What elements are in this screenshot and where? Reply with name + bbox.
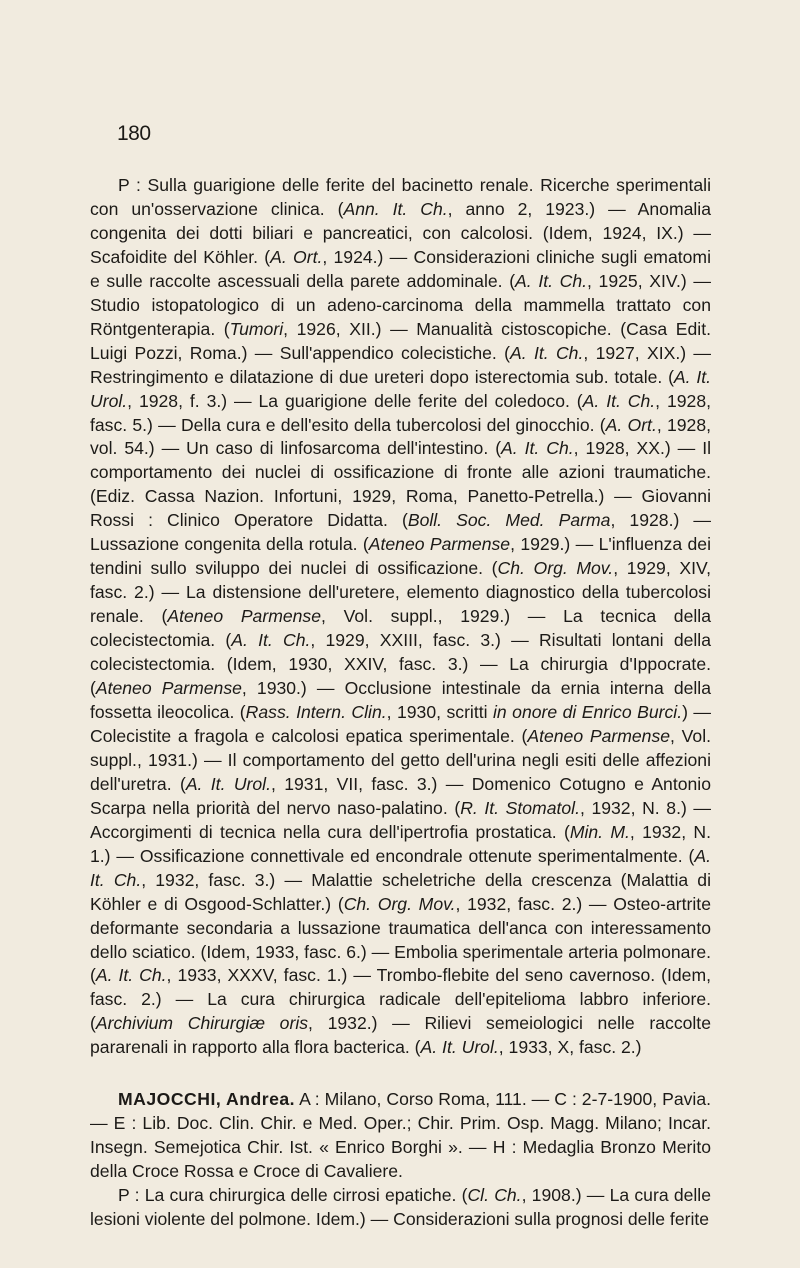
text-run: , anno 2, 1923.) — Anomalia congenita dei dotti biliari e pancreatici, con calcolosi. (Idem, 1924, IX.) — Scafoidite del Köhler. ( xyxy=(90,198,711,267)
journal-title: Min. M. xyxy=(569,821,630,842)
journal-title: Tumori xyxy=(229,318,284,339)
text-run: , Vol. suppl., 1929.) — La tecnica della colecistectomia. ( xyxy=(90,606,711,651)
text-run: , Vol. suppl., 1931.) — Il comportamento del getto dell'urina negli esiti delle affezioni dell'uretra. ( xyxy=(90,725,711,794)
text-run: , 1932, N. 1.) — Ossificazione connettivale ed encondrale ottenute sperimentalmente. ( xyxy=(90,821,711,866)
author-name: MAJOCCHI, Andrea. xyxy=(118,1089,296,1110)
text-run: , 1932, fasc. 2.) — Osteo-artrite deformante secondaria a lussazione traumatica dell'anca con interessamento dello sciatico. (Idem, 1933, fasc. 6.) — Embolia sperimentale arteria polmonare. ( xyxy=(90,893,711,986)
journal-title: Ch. Org. Mov. xyxy=(497,558,614,579)
journal-title: Cl. Ch. xyxy=(467,1185,522,1206)
text-run: , 1930, scritti xyxy=(386,701,493,722)
journal-title: R. It. Stomatol. xyxy=(460,797,580,818)
journal-title: Archivium Chirurgiæ oris xyxy=(95,1013,309,1034)
journal-title: A. It. Ch. xyxy=(501,438,574,459)
journal-title: A. It. Urol. xyxy=(90,366,711,411)
text-run: A : Milano, Corso Roma, 111. — C : 2-7-1900, Pavia. — E : Lib. Doc. Clin. Chir. e Med. Oper.; Chir. Prim. Osp. Magg. Milano; Incar. Insegn. Semejotica Chir. Ist. « Enrico Borghi ». — H : Medaglia Bronzo Merito della Croce Rossa e Croce di Cavaliere. xyxy=(90,1089,711,1182)
text-run: , 1927, XIX.) — Restringimento e dilatazione di due ureteri dopo isterectomia sub. totale. ( xyxy=(90,342,711,387)
journal-title: A. It. Urol. xyxy=(420,1037,499,1058)
text-run: ) — Colecistite a fragola e calcolosi epatica sperimentale. ( xyxy=(90,701,711,746)
text-run: , 1933, X, fasc. 2.) xyxy=(498,1037,642,1058)
text-run: , 1932.) — Rilievi semeiologici nelle raccolte pararenali in rapporto alla flora bacterica. ( xyxy=(90,1013,711,1058)
journal-title: A. It. Ch. xyxy=(231,630,311,651)
text-run: , 1928, f. 3.) — La guarigione delle ferite del coledoco. ( xyxy=(127,390,583,411)
journal-title: A. It. Ch. xyxy=(90,845,711,890)
text-run: , 1933, XXXV, fasc. 1.) — Trombo-flebite del seno cavernoso. (Idem, fasc. 2.) — La cura chirurgica radicale dell'epitelioma labbro inferiore. ( xyxy=(90,965,711,1034)
text-run: P : Sulla guarigione delle ferite del bacinetto renale. Ricerche sperimentali con un'osservazione clinica. ( xyxy=(90,175,711,219)
text-run: , 1929.) — L'influenza dei tendini sullo sviluppo dei nuclei di ossificazione. ( xyxy=(90,534,711,579)
text-run: , 1926, XII.) — Manualità cistoscopiche. (Casa Edit. Luigi Pozzi, Roma.) — Sull'appendico colecistiche. ( xyxy=(90,318,711,363)
journal-title: A. It. Urol. xyxy=(185,773,271,794)
text-run: , 1931, VII, fasc. 3.) — Domenico Cotugno e Antonio Scarpa nella priorità del nervo naso-palatino. ( xyxy=(90,773,711,818)
text-run: , 1930.) — Occlusione intestinale da ernia interna della fossetta ileocolica. ( xyxy=(90,678,712,722)
text-run: , 1908.) — La cura delle lesioni violente del polmone. Idem.) — Considerazioni sulla prognosi delle ferite xyxy=(90,1185,711,1230)
journal-title: Ann. It. Ch. xyxy=(343,198,448,219)
journal-title: Ateneo Parmense xyxy=(368,534,511,555)
text-run: , 1925, XIV.) — Studio istopatologico di un adeno-carcinoma della mammella trattato con Röntgenterapia. ( xyxy=(90,270,711,339)
text-run: , 1924.) — Considerazioni cliniche sugli ematomi e sulle raccolte ascessuali della parete addominale. ( xyxy=(90,246,711,291)
majocchi-publications-paragraph xyxy=(90,1184,711,1232)
journal-title: Ateneo Parmense xyxy=(95,678,242,699)
page-body xyxy=(90,174,711,1232)
text-run: , 1928, fasc. 5.) — Della cura e dell'esito della tubercolosi del ginocchio. ( xyxy=(90,390,711,435)
page-number: 180 xyxy=(117,122,151,145)
rossi-publications-paragraph xyxy=(90,174,711,1060)
journal-title: Rass. Intern. Clin. xyxy=(245,701,387,722)
journal-title: Boll. Soc. Med. Parma xyxy=(407,510,611,531)
journal-title: Ch. Org. Mov. xyxy=(343,893,456,914)
text-run: , 1928.) — Lussazione congenita della rotula. ( xyxy=(90,510,711,555)
journal-title: A. It. Ch. xyxy=(515,270,588,291)
journal-title: in onore di Enrico Burci. xyxy=(493,701,683,722)
text-run: P : La cura chirurgica delle cirrosi epatiche. ( xyxy=(118,1185,468,1206)
journal-title: Ateneo Parmense xyxy=(527,725,671,746)
text-run: , 1928, vol. 54.) — Un caso di linfosarcoma dell'intestino. ( xyxy=(90,414,711,459)
journal-title: A. It. Ch. xyxy=(510,342,584,363)
journal-title: A. It. Ch. xyxy=(582,390,656,411)
text-run: , 1932, N. 8.) — Accorgimenti di tecnica nella cura dell'ipertrofia prostatica. ( xyxy=(90,797,712,842)
majocchi-entry-paragraph xyxy=(90,1088,711,1184)
journal-title: Ateneo Parmense xyxy=(167,606,322,627)
journal-title: A. Ort. xyxy=(270,246,323,267)
journal-title: A. Ort. xyxy=(605,414,657,435)
journal-title: A. It. Ch. xyxy=(95,965,167,986)
text-run: , 1928, XX.) — Il comportamento dei nuclei di ossificazione di fronte alle azioni traumatiche. (Ediz. Cassa Nazion. Infortuni, 1929, Roma, Panetto-Petrella.) — Giovanni Rossi : Clinico Operatore Didatta. ( xyxy=(90,438,711,531)
text-run: , 1929, XIV, fasc. 2.) — La distensione dell'uretere, elemento diagnostico della tubercolosi renale. ( xyxy=(90,558,711,627)
text-run: , 1932, fasc. 3.) — Malattie scheletriche della crescenza (Malattia di Köhler e di Osgood-Schlatter.) ( xyxy=(90,869,711,914)
text-run: , 1929, XXIII, fasc. 3.) — Risultati lontani della colecistectomia. (Idem, 1930, XXIV, fasc. 3.) — La chirurgia d'Ippocrate. ( xyxy=(90,630,711,699)
